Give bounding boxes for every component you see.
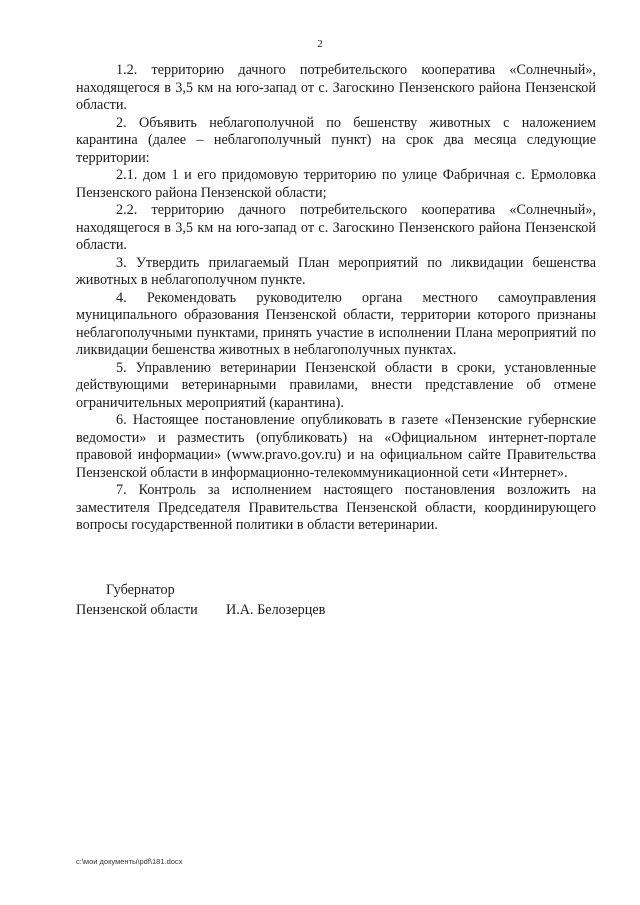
paragraph-4: 4. Рекомендовать руководителю органа местного самоуправления муниципального образования Пензенской области, территории которого признаны неблагополучными пунктами, принять участие в исполнении Плана мероприятий по ликвидации бешенства животных в неблагополучных пунктах. [76,289,596,358]
signature-block [76,580,476,620]
paragraph-7: 7. Контроль за исполнением настоящего постановления возложить на заместителя Председателя Правительства Пензенской области, координирующего вопросы государственной политики в области ветеринарии. [76,482,596,533]
document-body [76,62,596,535]
page-number: 2 [317,38,323,50]
paragraph-2-1: 2.1. дом 1 и его придомовую территорию по улице Фабричная с. Ермоловка Пензенского района Пензенской области; [76,167,596,201]
signer-title: Губернатор [106,582,175,598]
paragraph-1-2: 1.2. территорию дачного потребительского кооператива «Солнечный», находящегося в 3,5 км на юго-запад от с. Загоскино Пензенского района Пензенской области. [76,62,596,113]
paragraph-3: 3. Утвердить прилагаемый План мероприятий по ликвидации бешенства животных в неблагополучном пункте. [76,254,596,288]
paragraph-6: 6. Настоящее постановление опубликовать в газете «Пензенские губернские ведомости» и разместить (опубликовать) на «Официальном интернет-портале правовой информации» (www.pravo.gov.ru) и на официальном сайте Правительства Пензенской области в информационно-телекоммуникационной сети «Интернет». [76,412,596,481]
footer-file-path: c:\мои документы\pdf\181.docx [76,857,183,866]
signer-region: Пензенской области [76,602,198,618]
paragraph-2-2: 2.2. территорию дачного потребительского кооператива «Солнечный», находящегося в 3,5 км на юго-запад от с. Загоскино Пензенского района Пензенской области. [76,202,596,253]
signer-name: И.А. Белозерцев [226,602,326,618]
signer-row [76,600,476,620]
paragraph-2: 2. Объявить неблагополучной по бешенству животных с наложением карантина (далее – неблагополучный пункт) на срок два месяца следующие территории: [76,114,596,166]
paragraph-5: 5. Управлению ветеринарии Пензенской области в сроки, установленные действующими ветеринарными правилами, внести представление об отмене ограничительных мероприятий (карантина). [76,359,596,411]
